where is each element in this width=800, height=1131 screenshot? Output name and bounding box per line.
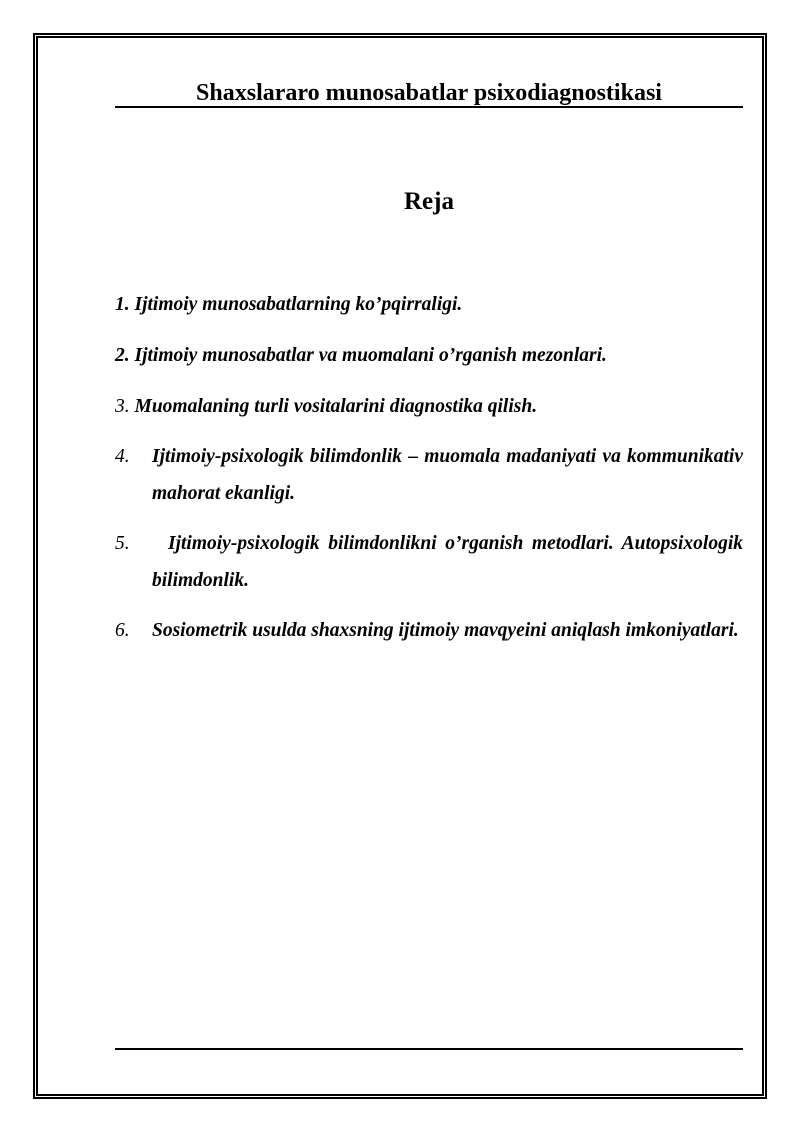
- plan-item-6: [115, 612, 743, 649]
- plan-heading: Reja: [404, 188, 454, 215]
- plan-item-number: 6.: [115, 620, 130, 641]
- plan-item-text: Sosiometrik usulda shaxsning ijtimoiy mavqyeini aniqlash imkoniyatlari.: [152, 620, 739, 641]
- plan-item-number: 5.: [115, 533, 130, 554]
- plan-item-1: [115, 286, 743, 323]
- plan-item-text: Ijtimoiy munosabatlarning ko’pqirraligi.: [134, 294, 463, 315]
- plan-item-number: 3.: [115, 396, 130, 417]
- plan-item-4: [115, 438, 743, 512]
- plan-item-2: [115, 337, 743, 374]
- plan-item-text: Muomalaning turli vositalarini diagnostika qilish.: [134, 396, 538, 417]
- footer-rule: [115, 1048, 743, 1050]
- page-title: Shaxslararo munosabatlar psixodiagnostikasi: [196, 80, 662, 106]
- plan-item-text: Ijtimoiy-psixologik bilimdonlikni o’rganish metodlari. Autopsixologik bilimdonlik.: [152, 533, 743, 591]
- plan-item-number: 2.: [115, 345, 130, 366]
- plan-item-number: 1.: [115, 294, 130, 315]
- plan-item-5: [115, 525, 743, 599]
- plan-item-text: Ijtimoiy-psixologik bilimdonlik – muomala madaniyati va kommunikativ mahorat ekanligi.: [152, 446, 743, 504]
- header-rule: [115, 106, 743, 108]
- plan-item-number: 4.: [115, 446, 130, 467]
- plan-item-3: [115, 388, 743, 425]
- plan-item-text: Ijtimoiy munosabatlar va muomalani o’rganish mezonlari.: [134, 345, 607, 366]
